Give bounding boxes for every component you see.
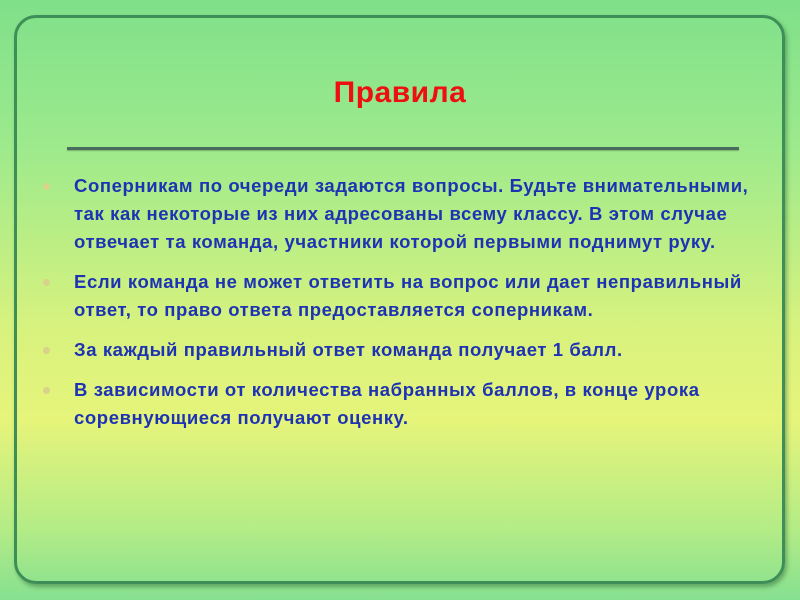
bullet-icon xyxy=(43,279,50,286)
rule-text: В зависимости от количества набранных баллов, в конце урока соревнующиеся получают оценку. xyxy=(74,379,700,428)
rule-text: Соперникам по очереди задаются вопросы. Будьте внимательными, так как некоторые из них адресованы всему классу. В этом случае отвечает та команда, участники которой первыми поднимут руку. xyxy=(74,175,749,252)
bullet-icon xyxy=(43,183,50,190)
rule-item xyxy=(40,268,770,324)
bullet-icon xyxy=(43,387,50,394)
rule-text: Если команда не может ответить на вопрос или дает неправильный ответ, то право ответа предоставляется соперникам. xyxy=(74,271,742,320)
title-divider xyxy=(67,147,739,150)
rule-item xyxy=(40,172,770,256)
rule-text: За каждый правильный ответ команда получает 1 балл. xyxy=(74,339,623,360)
rule-item xyxy=(40,336,770,364)
slide-title: Правила xyxy=(333,76,467,109)
rule-item xyxy=(40,376,770,432)
bullet-icon xyxy=(43,347,50,354)
rules-list xyxy=(40,172,770,444)
